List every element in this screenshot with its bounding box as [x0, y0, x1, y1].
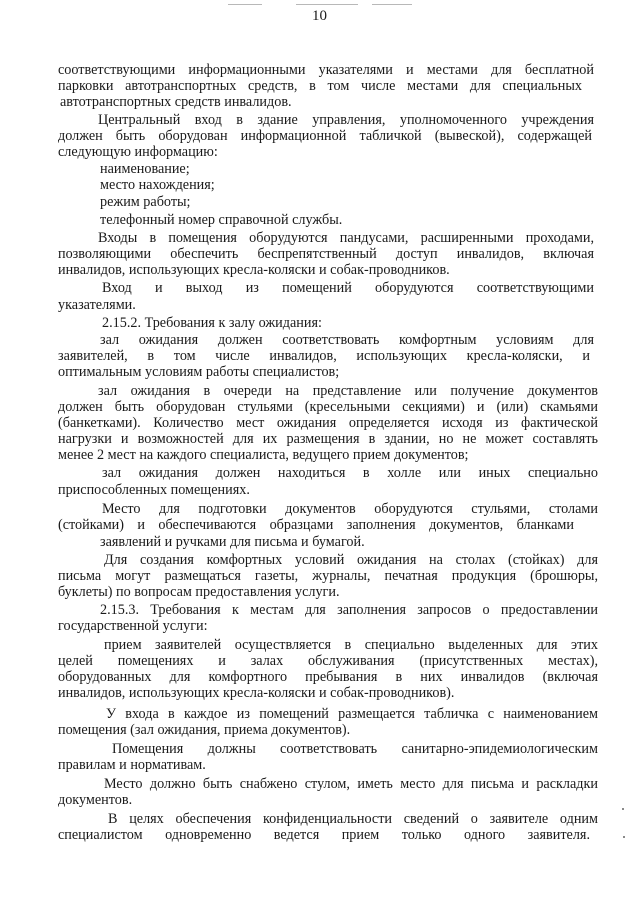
text-line: телефонный номер справочной службы. — [100, 212, 343, 228]
text-line: автотранспортных средств инвалидов. — [60, 94, 292, 110]
text-line: соответствующими информационными указателями и местами для бесплатной — [58, 62, 594, 78]
text-line: буклеты) по вопросам предоставления услуги. — [58, 584, 340, 600]
text-line: У входа в каждое из помещений размещается табличка с наименованием — [106, 706, 598, 722]
text-line: Место для подготовки документов оборудуются стульями, столами — [102, 501, 598, 517]
text-line: Входы в помещения оборудуются пандусами, расширенными проходами, — [98, 230, 594, 246]
text-line: Для создания комфортных условий ожидания на столах (стойках) для — [104, 552, 598, 568]
text-line: инвалидов, использующих кресла-коляски и собак-проводников). — [58, 685, 455, 701]
text-line: позволяющими обеспечить беспрепятственный доступ инвалидов, включая — [58, 246, 594, 262]
text-line: целей помещениях и залах обслуживания (присутственных местах), — [58, 653, 598, 669]
text-line: нагрузки и возможностей для их размещения в здании, но не может составлять — [58, 431, 598, 447]
scan-artifact — [372, 4, 412, 5]
text-line: (банкетками). Количество мест ожидания определяется исходя из фактической — [58, 415, 598, 431]
text-line: государственной услуги: — [58, 618, 208, 634]
text-line: должен быть оборудован стульями (кресельными секциями) и (или) скамьями — [58, 399, 598, 415]
text-line: наименование; — [100, 161, 190, 177]
text-line: правилам и нормативам. — [58, 757, 206, 773]
text-line: зал ожидания должен соответствовать комфортным условиям для — [100, 332, 594, 348]
text-line: прием заявителей осуществляется в специально выделенных для этих — [104, 637, 598, 653]
text-line: зал ожидания в очереди на представление или получение документов — [98, 383, 598, 399]
text-line: место нахождения; — [100, 177, 215, 193]
scan-artifact — [296, 4, 358, 5]
text-line: Вход и выход из помещений оборудуются соответствующими — [102, 280, 594, 296]
text-line: Помещения должны соответствовать санитарно-эпидемиологическим — [112, 741, 598, 757]
scan-artifact — [622, 808, 624, 810]
text-line: Место должно быть снабжено стулом, иметь место для письма и раскладки — [104, 776, 598, 792]
text-line: оптимальным условиям работы специалистов; — [58, 364, 340, 380]
text-line: режим работы; — [100, 194, 191, 210]
scan-artifact — [623, 836, 625, 838]
text-line: (стойками) и обеспечиваются образцами заполнения документов, бланками — [58, 517, 574, 533]
text-line: приспособленных помещениях. — [58, 482, 250, 498]
page-number: 10 — [312, 8, 327, 24]
text-line: следующую информацию: — [58, 144, 218, 160]
text-line: помещения (зал ожидания, приема документов). — [58, 722, 351, 738]
text-line: 2.15.2. Требования к залу ожидания: — [102, 315, 322, 331]
text-line: В целях обеспечения конфиденциальности сведений о заявителе одним — [108, 811, 598, 827]
text-line: должен быть оборудован информационной табличкой (вывеской), содержащей — [58, 128, 592, 144]
text-line: документов. — [58, 792, 133, 808]
text-line: указателями. — [58, 297, 136, 313]
text-line: инвалидов, использующих кресла-коляски и собак-проводников. — [58, 262, 450, 278]
text-line: Центральный вход в здание управления, уполномоченного учреждения — [98, 112, 594, 128]
text-line: письма могут размещаться газеты, журналы, печатная продукция (брошюры, — [58, 568, 598, 584]
text-line: заявлений и ручками для письма и бумагой. — [100, 534, 365, 550]
text-line: парковки автотранспортных средств, в том числе местами для специальных — [58, 78, 582, 94]
text-line: 2.15.3. Требования к местам для заполнения запросов о предоставлении — [100, 602, 598, 618]
text-line: менее 2 мест на каждого специалиста, ведущего прием документов; — [58, 447, 469, 463]
text-line: зал ожидания должен находиться в холле или иных специально — [102, 465, 598, 481]
text-line: заявителей, в том числе инвалидов, использующих кресла-коляски, и — [58, 348, 590, 364]
text-line: оборудованных для комфортного пребывания в них инвалидов (включая — [58, 669, 598, 685]
text-line: специалистом одновременно ведется прием только одного заявителя. — [58, 827, 590, 843]
scan-artifact — [228, 4, 262, 5]
